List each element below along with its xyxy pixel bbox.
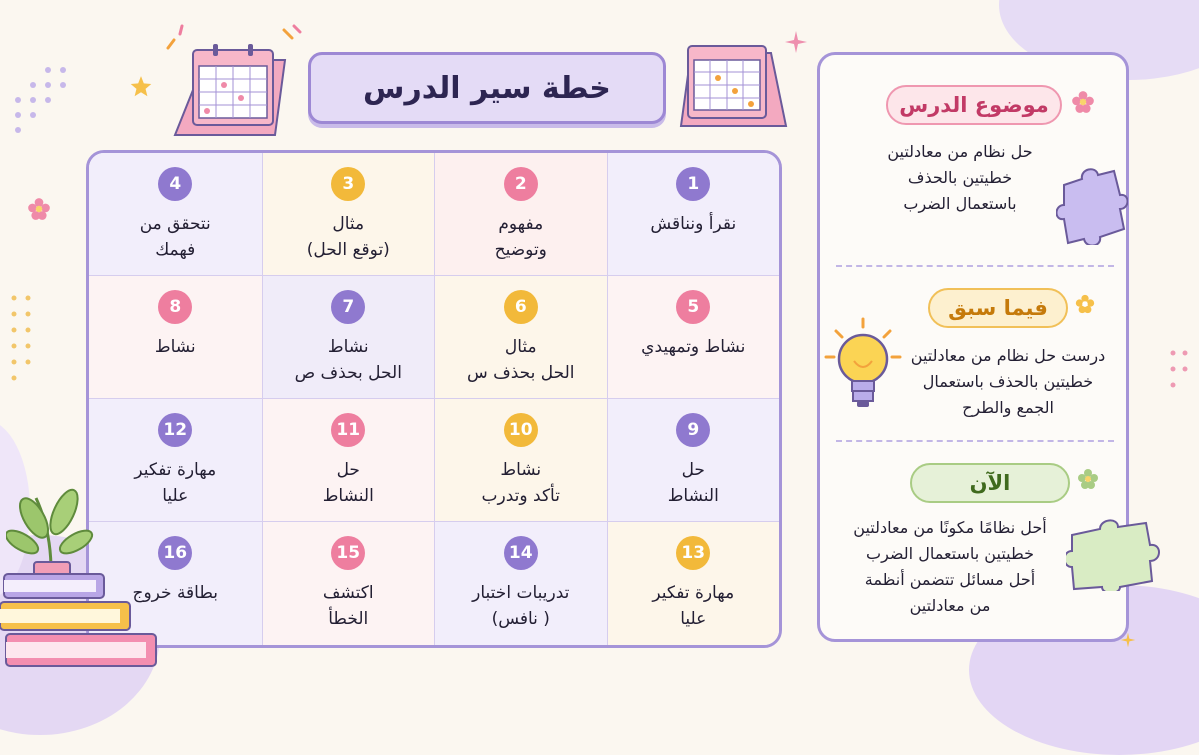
lesson-step-cell xyxy=(607,399,780,522)
previous-text: درست حل نظام من معادلتين خطيتين بالحذف باستعمال الجمع والطرح xyxy=(910,346,1106,417)
dots-decoration xyxy=(1165,345,1195,405)
step-number-badge: 7 xyxy=(331,290,365,324)
flower-icon xyxy=(1074,293,1096,315)
step-number-badge: 3 xyxy=(331,167,365,201)
lesson-step-cell xyxy=(434,276,607,399)
lesson-step-cell xyxy=(262,522,435,645)
step-number-badge: 14 xyxy=(504,536,538,570)
dots-decoration xyxy=(8,60,88,140)
step-label: نتحقق من فهمك xyxy=(139,214,211,261)
step-number-badge: 1 xyxy=(676,167,710,201)
lesson-step-cell xyxy=(607,153,780,276)
flower-icon xyxy=(26,196,52,222)
step-number-badge: 2 xyxy=(504,167,538,201)
step-label: نقرأ ونناقش xyxy=(650,214,737,234)
book-stack-icon xyxy=(0,570,160,675)
lesson-step-cell xyxy=(89,276,262,399)
step-number-badge: 13 xyxy=(676,536,710,570)
lightbulb-icon xyxy=(824,317,902,417)
step-number-badge: 8 xyxy=(158,290,192,324)
step-label: مفهوم وتوضيح xyxy=(494,214,547,261)
step-label: نشاط تأكد وتدرب xyxy=(481,460,560,507)
flower-icon xyxy=(1076,467,1100,491)
lesson-step-cell xyxy=(262,153,435,276)
puzzle-piece-icon xyxy=(1066,517,1166,591)
step-label: مهارة تفكير عليا xyxy=(652,583,735,630)
star-icon xyxy=(128,74,154,100)
step-label: مثال (توقع الحل) xyxy=(306,214,390,261)
step-number-badge: 12 xyxy=(158,413,192,447)
now-text: أحل نظامًا مكونًا من معادلتين خطيتين باستعمال الضرب أحل مسائل تتضمن أنظمة من معادلتين xyxy=(853,518,1047,615)
step-label: تدريبات اختبار ( نافس) xyxy=(472,583,570,630)
step-label: نشاط وتمهيدي xyxy=(641,337,746,357)
step-number-badge: 4 xyxy=(158,167,192,201)
step-number-badge: 16 xyxy=(158,536,192,570)
step-number-badge: 5 xyxy=(676,290,710,324)
step-label: نشاط xyxy=(154,337,196,357)
step-number-badge: 6 xyxy=(504,290,538,324)
step-number-badge: 10 xyxy=(504,413,538,447)
now-title-badge xyxy=(910,463,1070,503)
step-label: حل النشاط xyxy=(322,460,374,507)
calendar-icon xyxy=(676,38,791,133)
lesson-step-cell xyxy=(434,399,607,522)
step-label: بطاقة خروج xyxy=(132,583,219,603)
previous-title-badge xyxy=(928,288,1068,328)
section-divider xyxy=(836,265,1114,267)
lesson-step-cell xyxy=(89,399,262,522)
page-title: خطة سير الدرس xyxy=(363,70,611,106)
section-divider xyxy=(836,440,1114,442)
topic-title: موضوع الدرس xyxy=(899,93,1049,117)
title-banner xyxy=(308,52,666,124)
lesson-info-panel xyxy=(817,52,1129,642)
calendar-icon xyxy=(165,40,290,140)
flower-icon xyxy=(1070,89,1096,115)
lesson-step-cell xyxy=(434,153,607,276)
step-label: حل النشاط xyxy=(667,460,719,507)
lesson-step-cell xyxy=(434,522,607,645)
previous-title: فيما سبق xyxy=(948,296,1048,320)
topic-title-badge xyxy=(886,85,1062,125)
now-title: الآن xyxy=(969,471,1011,495)
step-number-badge: 9 xyxy=(676,413,710,447)
step-label: اكتشف الخطأ xyxy=(322,583,374,630)
puzzle-piece-icon xyxy=(1056,163,1128,245)
lesson-step-cell xyxy=(89,153,262,276)
step-label: مثال الحل بحذف س xyxy=(466,337,575,384)
dots-decoration xyxy=(6,290,46,400)
lesson-step-cell xyxy=(607,276,780,399)
step-number-badge: 15 xyxy=(331,536,365,570)
lesson-step-cell xyxy=(607,522,780,645)
lesson-step-cell xyxy=(262,399,435,522)
lesson-plan-grid xyxy=(86,150,782,648)
step-label: نشاط الحل بحذف ص xyxy=(294,337,402,384)
plant-icon xyxy=(6,478,96,578)
step-number-badge: 11 xyxy=(331,413,365,447)
lesson-step-cell xyxy=(262,276,435,399)
topic-text: حل نظام من معادلتين خطيتين بالحذف باستعمال الضرب xyxy=(887,142,1033,213)
step-label: مهارة تفكير عليا xyxy=(134,460,217,507)
